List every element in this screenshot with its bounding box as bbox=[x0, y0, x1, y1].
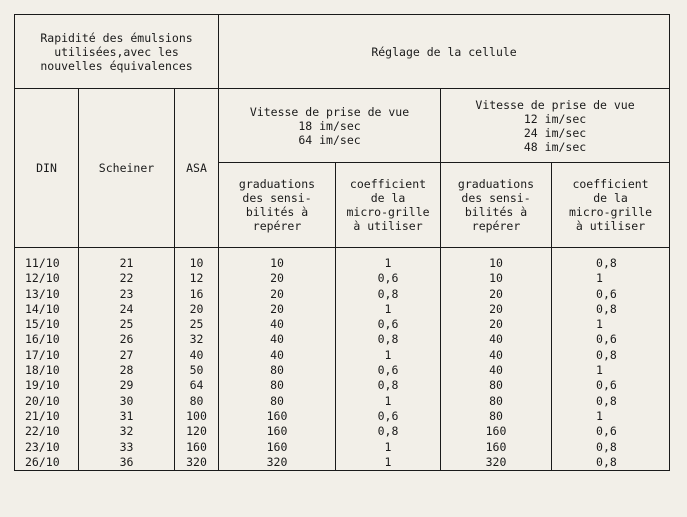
table-cell: 30 bbox=[119, 393, 134, 408]
table-cell: 16 bbox=[189, 286, 204, 301]
table-cell: 27 bbox=[119, 347, 134, 362]
table-cell: 100 bbox=[186, 408, 207, 423]
table-cell: 120 bbox=[186, 424, 207, 439]
table-cell: 0,6 bbox=[596, 286, 617, 301]
table-cell: 80 bbox=[489, 408, 503, 423]
table-cell: 21/10 bbox=[25, 408, 60, 423]
table-cell: 0,8 bbox=[596, 301, 617, 316]
table-cell: 320 bbox=[266, 454, 288, 469]
table-cell: 10 bbox=[489, 256, 503, 270]
table-cell: 160 bbox=[485, 424, 507, 439]
table-cell: 12 bbox=[189, 271, 204, 286]
table-cell: 23 bbox=[119, 286, 134, 301]
graduations-2-column bbox=[441, 248, 552, 471]
table-cell: 23/10 bbox=[25, 439, 60, 454]
table-cell: 160 bbox=[485, 439, 507, 454]
table-cell: 0,6 bbox=[377, 317, 399, 332]
table-cell: 0,6 bbox=[377, 408, 399, 423]
table-cell: 320 bbox=[186, 454, 207, 469]
table-cell: 1 bbox=[384, 347, 392, 362]
header-graduations-2: graduations des sensi- bilités à repérer bbox=[441, 163, 552, 248]
table-cell: 20 bbox=[189, 301, 204, 316]
header-coefficient-2: coefficient de la micro-grille à utiliser bbox=[552, 163, 670, 248]
table-cell: 1 bbox=[596, 317, 603, 332]
table-cell: 13/10 bbox=[25, 286, 60, 301]
table-cell: 40 bbox=[189, 347, 204, 362]
table-cell: 21 bbox=[119, 256, 134, 270]
table-cell: 1 bbox=[384, 301, 392, 316]
table-cell: 20 bbox=[489, 317, 503, 332]
table-cell: 0,8 bbox=[596, 454, 617, 469]
table-cell: 50 bbox=[189, 363, 204, 378]
graduations-1-column bbox=[219, 248, 336, 471]
table-cell: 1 bbox=[596, 271, 603, 286]
table-cell: 80 bbox=[489, 378, 503, 393]
table-cell: 28 bbox=[119, 363, 134, 378]
table-cell: 1 bbox=[596, 363, 603, 378]
table-cell: 10 bbox=[270, 256, 284, 270]
table-cell: 16/10 bbox=[25, 332, 60, 347]
table-cell: 0,6 bbox=[377, 363, 399, 378]
header-graduations-1: graduations des sensi- bilités à repérer bbox=[219, 163, 336, 248]
table-cell: 160 bbox=[186, 439, 207, 454]
table-cell: 19/10 bbox=[25, 378, 60, 393]
table-cell: 20 bbox=[270, 286, 284, 301]
table-cell: 80 bbox=[189, 393, 204, 408]
table-cell: 17/10 bbox=[25, 347, 60, 362]
table-cell: 40 bbox=[270, 347, 284, 362]
table-cell: 10 bbox=[489, 271, 503, 286]
table-cell: 32 bbox=[189, 332, 204, 347]
table-cell: 0,8 bbox=[377, 286, 399, 301]
table-cell: 0,6 bbox=[377, 271, 399, 286]
table-cell: 18/10 bbox=[25, 363, 60, 378]
table-cell: 20 bbox=[270, 271, 284, 286]
sensitivity-reference-table bbox=[14, 14, 670, 471]
table-cell: 160 bbox=[266, 408, 288, 423]
table-cell: 25 bbox=[189, 317, 204, 332]
table-cell: 40 bbox=[489, 332, 503, 347]
table-cell: 0,6 bbox=[596, 332, 617, 347]
table-cell: 20 bbox=[270, 301, 284, 316]
table-cell: 26 bbox=[119, 332, 134, 347]
header-vitesse-12-24-48: Vitesse de prise de vue 12 im/sec 24 im/sec 48 im/sec bbox=[441, 89, 670, 163]
table-cell: 160 bbox=[266, 439, 288, 454]
table-cell: 12/10 bbox=[25, 271, 60, 286]
header-din: DIN bbox=[15, 89, 79, 248]
asa-column bbox=[175, 248, 219, 471]
header-vitesse-18-64: Vitesse de prise de vue 18 im/sec 64 im/sec bbox=[219, 89, 441, 163]
table-cell: 1 bbox=[384, 439, 392, 454]
table-cell: 1 bbox=[384, 393, 392, 408]
header-scheiner: Scheiner bbox=[79, 89, 175, 248]
table-cell: 11/10 bbox=[25, 256, 60, 270]
table-cell: 80 bbox=[489, 393, 503, 408]
table-cell: 80 bbox=[270, 378, 284, 393]
table-cell: 0,6 bbox=[596, 424, 617, 439]
table-cell: 64 bbox=[189, 378, 204, 393]
table-cell: 20 bbox=[489, 301, 503, 316]
table-cell: 160 bbox=[266, 424, 288, 439]
table-cell: 1 bbox=[384, 256, 392, 270]
table-cell: 32 bbox=[119, 424, 134, 439]
table-cell: 36 bbox=[119, 454, 134, 469]
table-cell: 0,6 bbox=[596, 378, 617, 393]
header-coefficient-1: coefficient de la micro-grille à utiliser bbox=[336, 163, 441, 248]
coefficient-1-column bbox=[336, 248, 441, 471]
table-cell: 15/10 bbox=[25, 317, 60, 332]
table-cell: 320 bbox=[485, 454, 507, 469]
table-cell: 80 bbox=[270, 363, 284, 378]
header-asa: ASA bbox=[175, 89, 219, 248]
table-cell: 33 bbox=[119, 439, 134, 454]
table-cell: 0,8 bbox=[377, 378, 399, 393]
table-cell: 26/10 bbox=[25, 454, 60, 469]
table-cell: 0,8 bbox=[596, 256, 617, 270]
table-cell: 40 bbox=[270, 317, 284, 332]
table-cell: 24 bbox=[119, 301, 134, 316]
table-cell: 0,8 bbox=[596, 347, 617, 362]
table-cell: 25 bbox=[119, 317, 134, 332]
table-cell: 1 bbox=[596, 408, 603, 423]
scheiner-column bbox=[79, 248, 175, 471]
table-cell: 10 bbox=[189, 256, 204, 270]
table-cell: 14/10 bbox=[25, 301, 60, 316]
table-cell: 40 bbox=[489, 347, 503, 362]
header-reglage: Réglage de la cellule bbox=[219, 15, 670, 89]
table-cell: 40 bbox=[489, 363, 503, 378]
table-cell: 0,8 bbox=[377, 332, 399, 347]
table-cell: 0,8 bbox=[596, 393, 617, 408]
table-cell: 20 bbox=[489, 286, 503, 301]
din-column bbox=[15, 248, 79, 471]
table-cell: 22 bbox=[119, 271, 134, 286]
table-cell: 20/10 bbox=[25, 393, 60, 408]
table-cell: 40 bbox=[270, 332, 284, 347]
table-cell: 31 bbox=[119, 408, 134, 423]
table-cell: 80 bbox=[270, 393, 284, 408]
table-cell: 22/10 bbox=[25, 424, 60, 439]
header-rapidite: Rapidité des émulsions utilisées,avec les nouvelles équivalences bbox=[15, 15, 219, 89]
table-cell: 0,8 bbox=[377, 424, 399, 439]
table-cell: 1 bbox=[384, 454, 392, 469]
coefficient-2-column bbox=[552, 248, 670, 471]
table-cell: 29 bbox=[119, 378, 134, 393]
table-cell: 0,8 bbox=[596, 439, 617, 454]
